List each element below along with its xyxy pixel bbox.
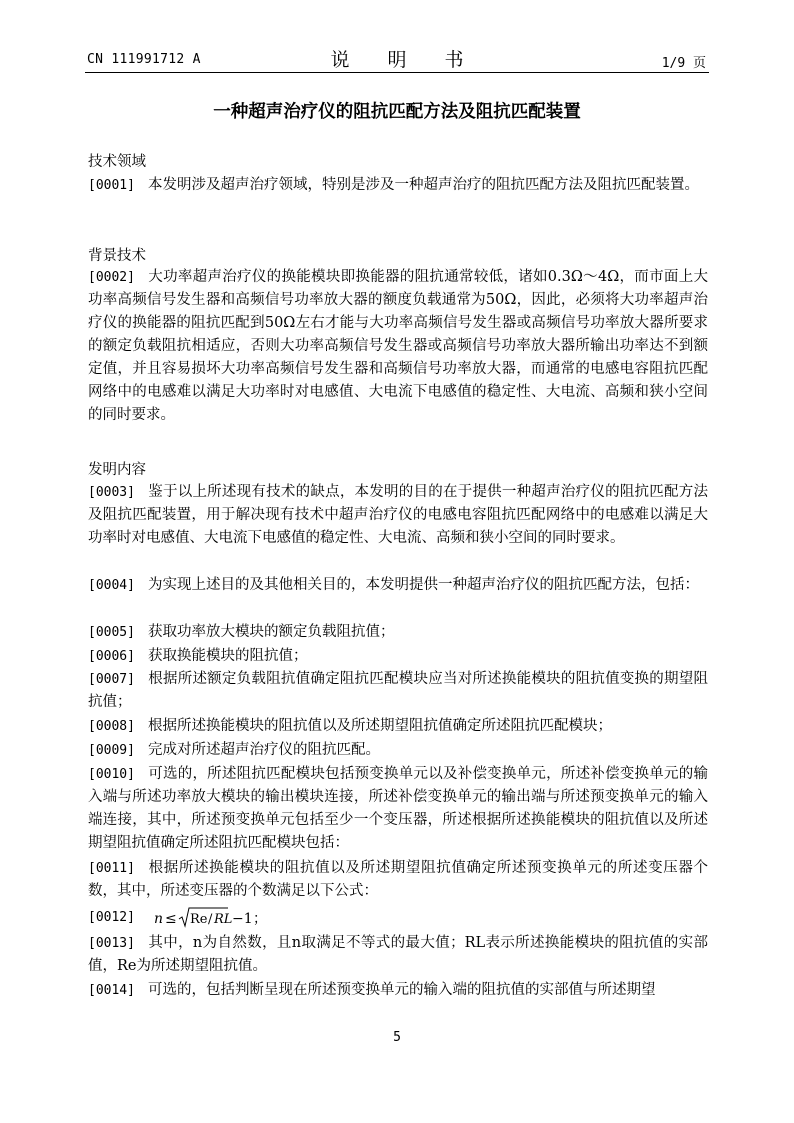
patent-title: 一种超声治疗仪的阻抗匹配方法及阻抗匹配装置: [213, 102, 581, 122]
paragraph-number: [0006]: [88, 649, 135, 664]
formula-relation: ≤: [164, 911, 177, 927]
paragraph-number: [0005]: [88, 625, 135, 640]
paragraph-text: 本发明涉及超声治疗领域，特别是涉及一种超声治疗的阻抗匹配方法及阻抗匹配装置。: [148, 177, 699, 193]
paragraph-0003: [88, 481, 708, 550]
paragraph-text: 根据所述额定负载阻抗值确定阻抗匹配模块应当对所述换能模块的阻抗值变换的期望阻抗值；: [88, 671, 708, 710]
paragraph-text: 鉴于以上所述现有技术的缺点，本发明的目的在于提供一种超声治疗仪的阻抗匹配方法及阻抗匹配装置，用于解决现有技术中超声治疗仪的电感电容阻抗匹配网络中的电感难以满足大功率时对电感值、大电流下电感值的稳定性、大电流、高频和狭小空间的同时要求。: [88, 484, 708, 546]
paragraph-0002: [88, 266, 708, 427]
paragraph-number: [0008]: [88, 719, 135, 734]
transformer-count-formula: [153, 905, 283, 931]
paragraph-0010: [88, 763, 708, 855]
paragraph-number: [0001]: [88, 178, 135, 193]
formula-fraction-slash: /: [207, 912, 212, 927]
paragraph-number: [0007]: [88, 672, 135, 687]
page-indicator: 1/9 页: [661, 56, 706, 71]
formula-tail: −1: [231, 911, 253, 927]
paragraph-text: 其中，n为自然数，且n取满足不等式的最大值；RL表示所述换能模块的阻抗值的实部值，Re为所述期望阻抗值。: [88, 935, 708, 974]
paragraph-number: [0003]: [88, 485, 135, 500]
paragraph-text: 根据所述换能模块的阻抗值以及所述期望阻抗值确定所述阻抗匹配模块；: [148, 718, 612, 734]
paragraph-number: [0013]: [88, 936, 135, 951]
paragraph-text: 获取功率放大模块的额定负载阻抗值；: [148, 624, 395, 640]
formula-end: ；: [252, 911, 267, 927]
paragraph-number: [0012]: [88, 910, 135, 925]
paragraph-0001: [88, 174, 708, 197]
paragraph-number: [0004]: [88, 578, 135, 593]
section-summary: 发明内容: [88, 462, 146, 478]
paragraph-text: 可选的，包括判断呈现在所述预变换单元的输入端的阻抗值的实部值与所述期望: [148, 982, 656, 998]
paragraph-text: 根据所述换能模块的阻抗值以及所述期望阻抗值确定所述预变换单元的所述变压器个数，其中，所述变压器的个数满足以下公式：: [88, 860, 708, 899]
document-type: 说 明 书: [330, 49, 480, 71]
paragraph-0013: [88, 932, 708, 978]
paragraph-text: 可选的，所述阻抗匹配模块包括预变换单元以及补偿变换单元，所述补偿变换单元的输入端与所述功率放大模块的输出模块连接，所述补偿变换单元的输出端与所述预变换单元的输入端连接，其中，所述预变换单元包括至少一个变压器，所述根据所述换能模块的阻抗值以及所述期望阻抗值确定所述阻抗匹配模块包括：: [88, 766, 708, 851]
section-background: 背景技术: [88, 248, 146, 264]
paragraph-text: 获取换能模块的阻抗值；: [148, 648, 308, 664]
paragraph-0009: [88, 739, 708, 762]
paragraph-number: [0002]: [88, 270, 135, 285]
paragraph-number: [0009]: [88, 743, 135, 758]
paragraph-0005: [88, 621, 708, 644]
paragraph-0004: [88, 574, 708, 597]
paragraph-0007: [88, 668, 708, 714]
formula-lhs: n: [153, 911, 163, 927]
paragraph-text: 为实现上述目的及其他相关目的，本发明提供一种超声治疗仪的阻抗匹配方法，包括：: [148, 577, 699, 593]
formula-denominator: RL: [213, 912, 233, 927]
paragraph-text: 大功率超声治疗仪的换能模块即换能器的阻抗通常较低，诸如0.3Ω～4Ω，而市面上大功率高频信号发生器和高频信号功率放大器的额度负载通常为50Ω，因此，必须将大功率超声治疗仪的换能器的阻抗匹配到50Ω左右才能与大功率高频信号发生器或高频信号功率放大器所要求的额定负载阻抗相适应，否则大功率高频信号发生器或高频信号功率放大器所输出功率达不到额定值，并且容易损坏大功率高频信号发生器和高频信号功率放大器，而通常的电感电容阻抗匹配网络中的电感难以满足大功率时对电感值、大电流下电感值的稳定性、大电流、高频和狭小空间的同时要求。: [88, 269, 708, 423]
paragraph-number: [0011]: [88, 861, 135, 876]
paragraph-text: 完成对所述超声治疗仪的阻抗匹配。: [148, 742, 380, 758]
header-divider: [85, 72, 709, 73]
page-number: 5: [393, 1030, 401, 1045]
paragraph-number: [0014]: [88, 983, 135, 998]
paragraph-0006: [88, 645, 708, 668]
paragraph-0011: [88, 857, 708, 903]
section-technical-field: 技术领域: [88, 154, 146, 170]
paragraph-0014: [88, 979, 708, 1002]
formula-numerator: Re: [189, 912, 208, 927]
patent-number: CN 111991712 A: [87, 52, 201, 67]
paragraph-0012: [88, 905, 283, 931]
paragraph-0008: [88, 715, 708, 738]
paragraph-number: [0010]: [88, 767, 135, 782]
